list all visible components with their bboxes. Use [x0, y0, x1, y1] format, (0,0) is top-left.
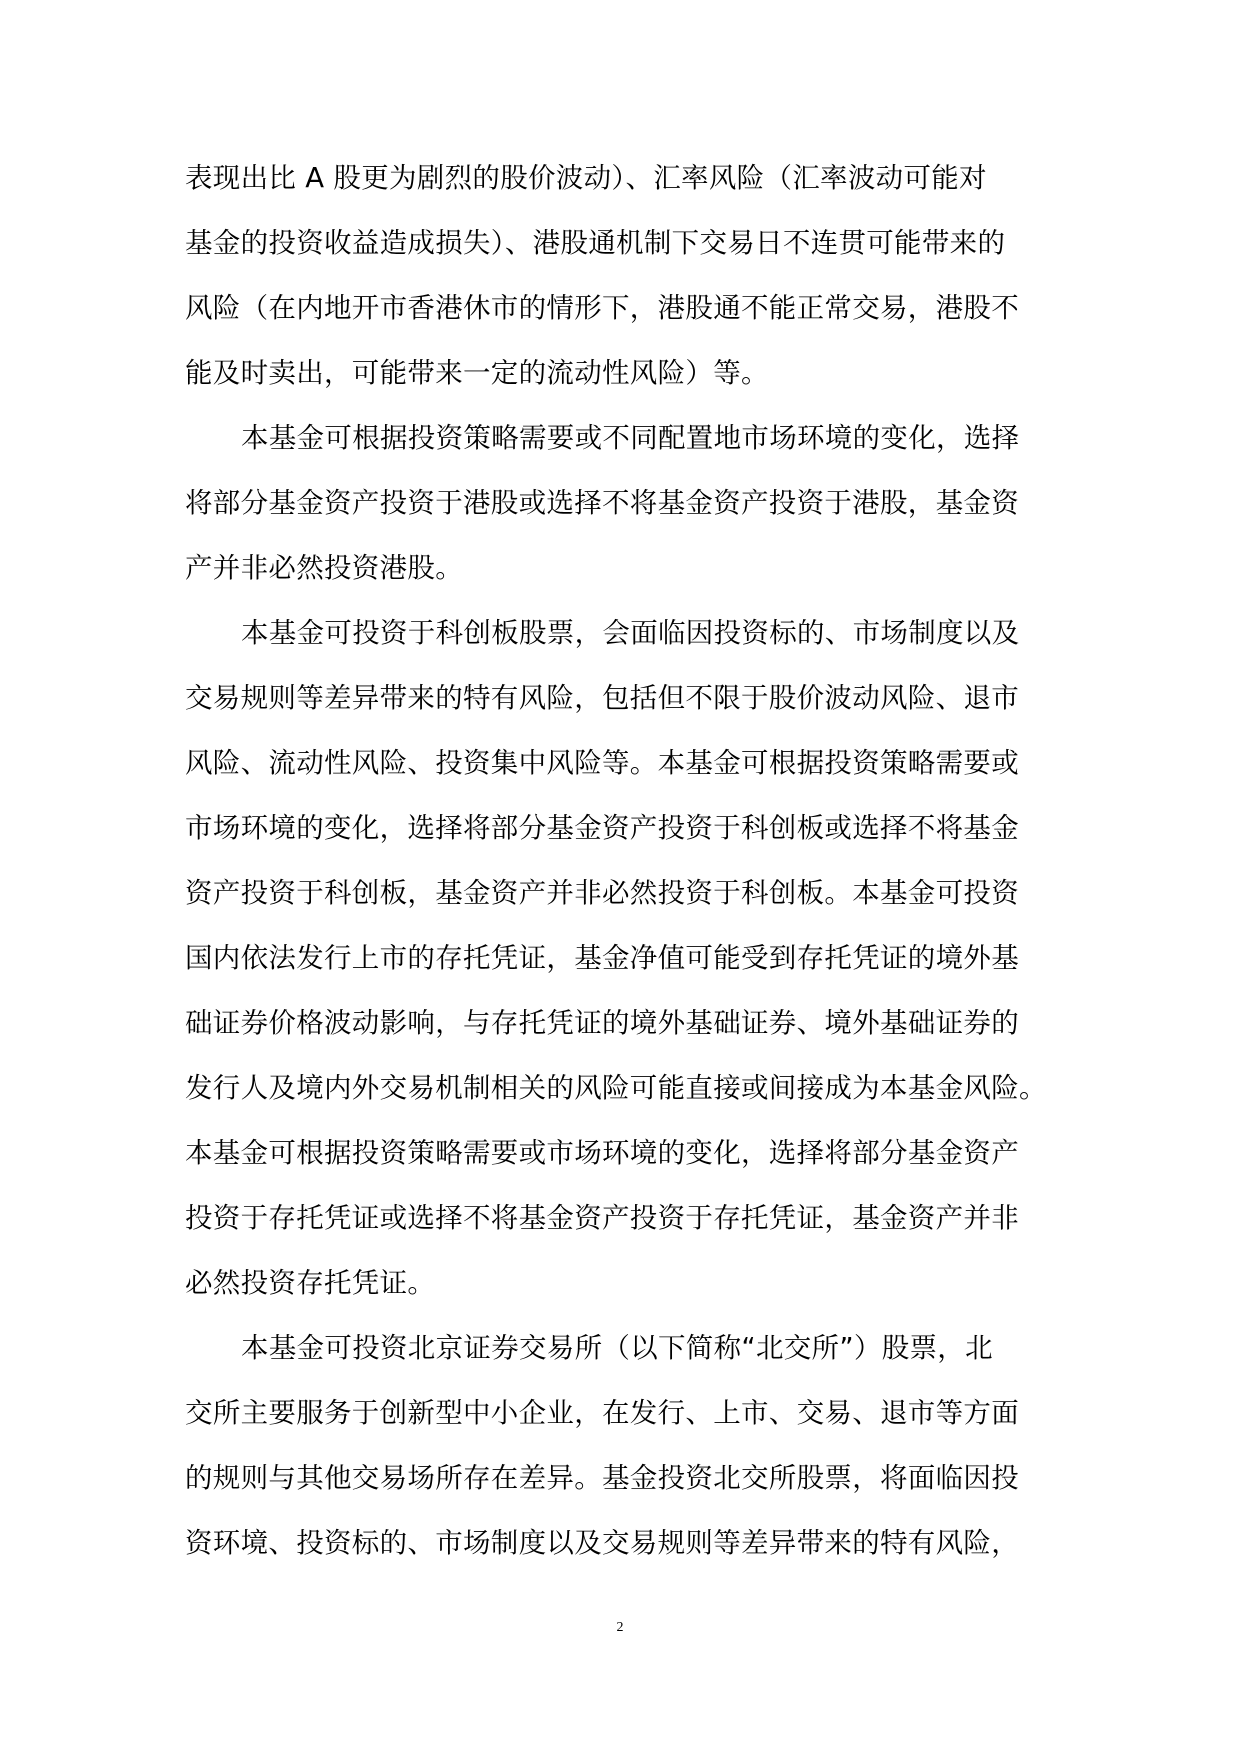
text-line: 将部分基金资产投资于港股或选择不将基金资产投资于港股，基金资	[185, 487, 1019, 519]
text-line: 基金的投资收益造成损失）、港股通机制下交易日不连贯可能带来的	[185, 227, 1006, 259]
paragraph-first-line: 本基金可投资北京证券交易所（以下简称“北交所”）股票，北	[241, 1332, 993, 1364]
text-line: 资环境、投资标的、市场制度以及交易规则等差异带来的特有风险，	[185, 1527, 1019, 1559]
text-line: 必然投资存托凭证。	[185, 1267, 436, 1299]
text-line: 投资于存托凭证或选择不将基金资产投资于存托凭证，基金资产并非	[185, 1202, 1019, 1234]
text-line: 本基金可根据投资策略需要或市场环境的变化，选择将部分基金资产	[185, 1137, 1019, 1169]
text-line: 国内依法发行上市的存托凭证，基金净值可能受到存托凭证的境外基	[185, 942, 1019, 974]
text-line: 市场环境的变化，选择将部分基金资产投资于科创板或选择不将基金	[185, 812, 1019, 844]
text-line: 风险（在内地开市香港休市的情形下，港股通不能正常交易，港股不	[185, 292, 1019, 324]
text-line: 交易规则等差异带来的特有风险，包括但不限于股价波动风险、退市	[185, 682, 1019, 714]
text-line: 资产投资于科创板，基金资产并非必然投资于科创板。本基金可投资	[185, 877, 1019, 909]
text-line: 风险、流动性风险、投资集中风险等。本基金可根据投资策略需要或	[185, 747, 1019, 779]
page-number: 2	[616, 1620, 624, 1635]
paragraph-first-line: 本基金可根据投资策略需要或不同配置地市场环境的变化，选择	[241, 422, 1020, 454]
text-line: 础证券价格波动影响，与存托凭证的境外基础证券、境外基础证券的	[185, 1007, 1019, 1039]
text-line: 交所主要服务于创新型中小企业，在发行、上市、交易、退市等方面	[185, 1397, 1019, 1429]
text-line: 能及时卖出，可能带来一定的流动性风险）等。	[185, 357, 769, 389]
text-line: 发行人及境内外交易机制相关的风险可能直接或间接成为本基金风险。	[185, 1072, 1047, 1104]
text-line: 的规则与其他交易场所存在差异。基金投资北交所股票，将面临因投	[185, 1462, 1019, 1494]
body-text	[185, 146, 1067, 1576]
paragraph-first-line: 本基金可投资于科创板股票，会面临因投资标的、市场制度以及	[241, 617, 1020, 649]
text-line: 产并非必然投资港股。	[185, 552, 463, 584]
text-line: 表现出比 A 股更为剧烈的股价波动）、汇率风险（汇率波动可能对	[185, 162, 987, 194]
